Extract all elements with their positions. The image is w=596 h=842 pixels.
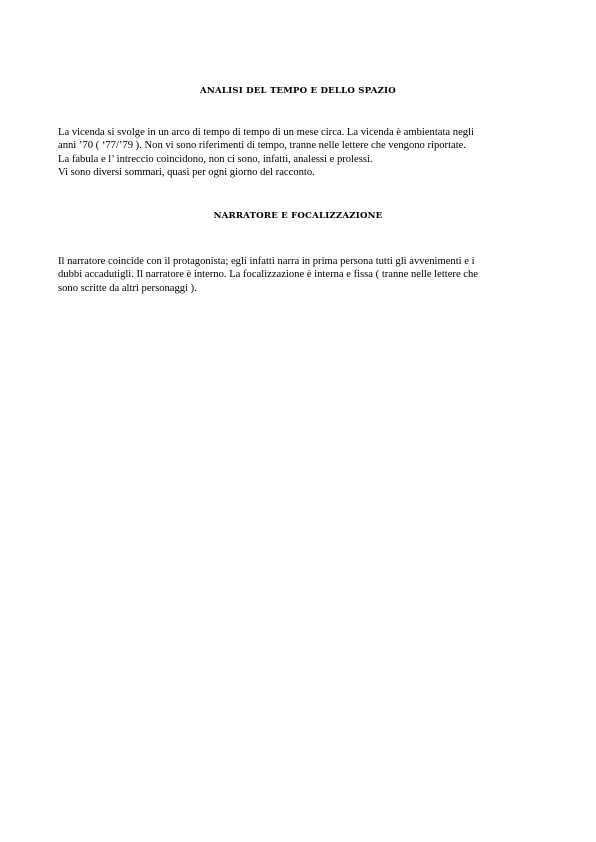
section-heading-time-space: ANALISI DEL TEMPO E DELLO SPAZIO: [200, 86, 396, 96]
paragraph-line: anni ’70 ( ‘77/’79 ). Non vi sono riferimenti di tempo, tranne nelle lettere che vengono riportate.: [58, 140, 467, 152]
paragraph-line: sono scritte da altri personaggi ).: [58, 282, 197, 294]
paragraph-narrator: [58, 255, 548, 295]
paragraph-line: Vi sono diversi sommari, quasi per ogni giorno del racconto.: [58, 166, 315, 178]
paragraph-line: La fabula e l’ intreccio coincidono, non ci sono, infatti, analessi e prolessi.: [58, 153, 373, 165]
paragraph-time-space: [58, 126, 548, 179]
paragraph-line: dubbi accadutigli. Il narratore è interno. La focalizzazione è interna e fissa ( tranne nelle lettere che: [58, 269, 478, 281]
paragraph-line: Il narratore coincide con il protagonista; egli infatti narra in prima persona tutti gli avvenimenti e i: [58, 256, 475, 267]
section-heading-narrator: NARRATORE E FOCALIZZAZIONE: [213, 211, 383, 221]
paragraph-line: La vicenda si svolge in un arco di tempo di tempo di un mese circa. La vicenda è ambientata negli: [58, 127, 474, 138]
